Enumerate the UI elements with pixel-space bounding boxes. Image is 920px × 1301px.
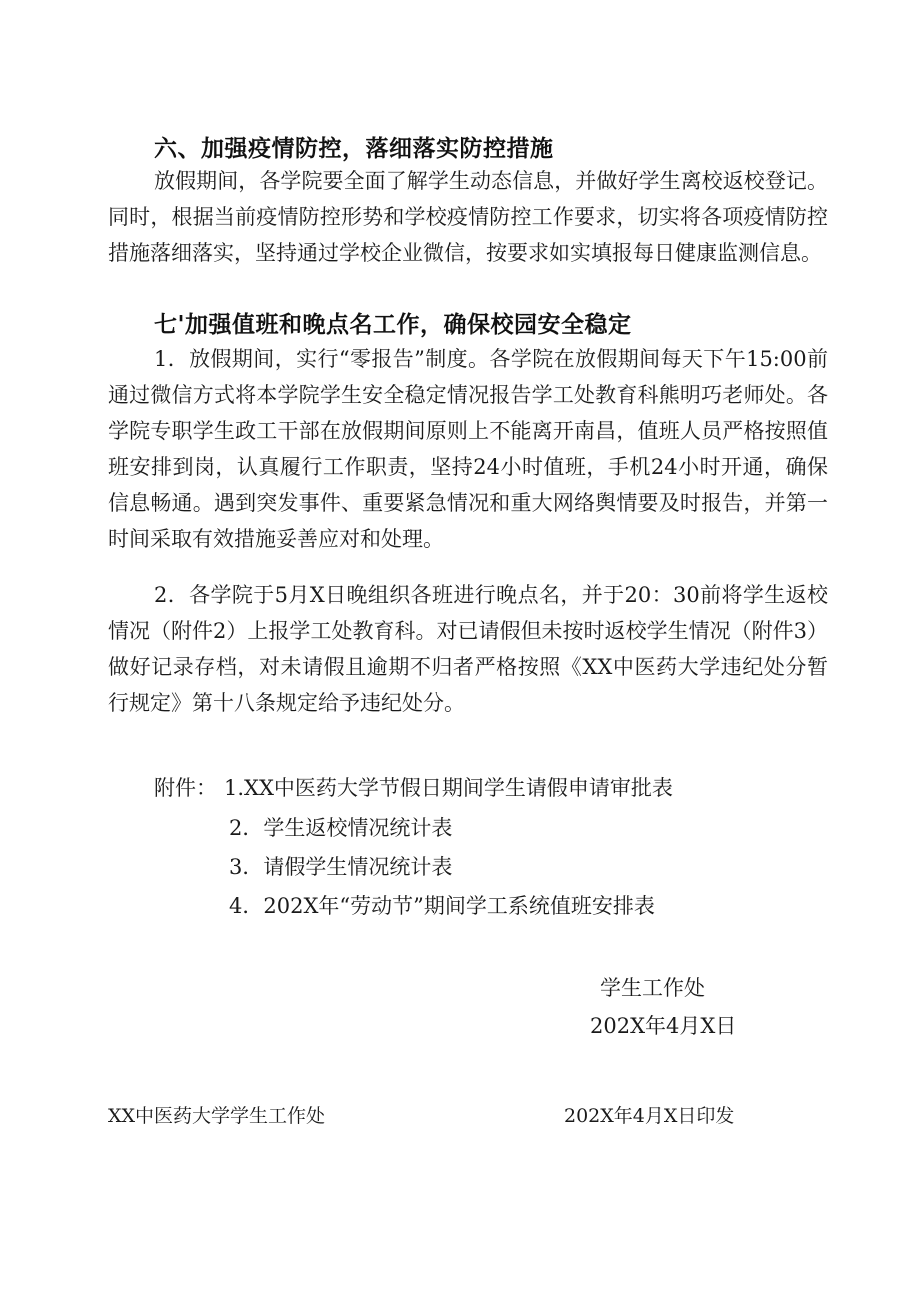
- section-6-heading: 六、加强疫情防控，落细落实防控措施: [154, 136, 554, 162]
- attachment-item-2: 2．学生返校情况统计表: [229, 816, 453, 840]
- signature-department: 学生工作处: [600, 976, 705, 1000]
- footer-issuer: XX中医药大学学生工作处: [108, 1105, 326, 1127]
- footer-print-date: 202X年4月X日印发: [564, 1105, 735, 1127]
- attachment-item-4: 4．202X年“劳动节”期间学工系统值班安排表: [229, 894, 655, 918]
- attachments-label: 附件：: [154, 776, 217, 800]
- attachment-item-3: 3．请假学生情况统计表: [229, 855, 453, 879]
- attachment-item-1: 1.XX中医药大学节假日期间学生请假申请审批表: [224, 776, 673, 800]
- section-7-heading: 七'加强值班和晚点名工作，确保校园安全稳定: [154, 312, 632, 338]
- signature-date: 202X年4月X日: [590, 1014, 737, 1038]
- section-7-item-2: 2．各学院于5月X日晚组织各班进行晚点名，并于20：30前将学生返校情况（附件2）上报学工处教育科。对已请假但未按时返校学生情况（附件3）做好记录存档，对未请假且逾期不归者严格按照《XX中医药大学违纪处分暂行规定》第十八条规定给予违纪处分。: [108, 583, 828, 715]
- section-6-paragraph: 放假期间，各学院要全面了解学生动态信息，并做好学生离校返校登记。同时，根据当前疫情防控形势和学校疫情防控工作要求，切实将各项疫情防控措施落细落实，坚持通过学校企业微信，按要求如实填报每日健康监测信息。: [108, 169, 828, 265]
- section-7-item-1: 1．放假期间，实行“零报告”制度。各学院在放假期间每天下午15:00前通过微信方式将本学院学生安全稳定情况报告学工处教育科熊明巧老师处。各学院专职学生政工干部在放假期间原则上不能离开南昌，值班人员严格按照值班安排到岗，认真履行工作职责，坚持24小时值班，手机24小时开通，确保信息畅通。遇到突发事件、重要紧急情况和重大网络舆情要及时报告，并第一时间采取有效措施妥善应对和处理。: [108, 347, 828, 551]
